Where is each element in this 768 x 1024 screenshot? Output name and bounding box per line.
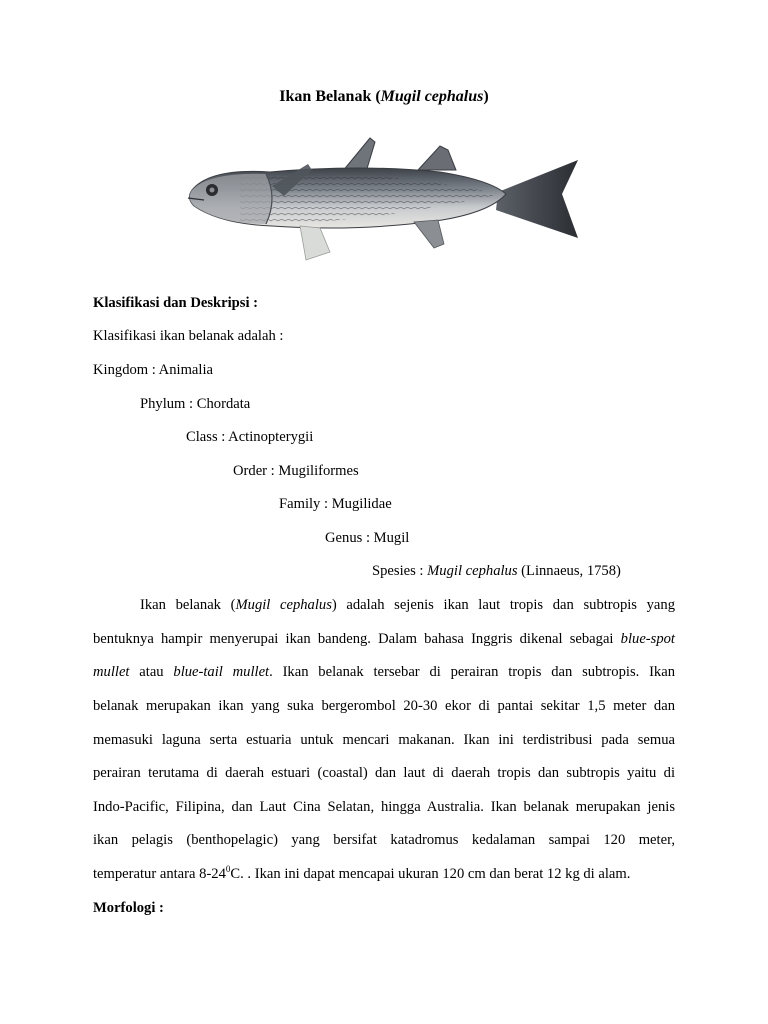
taxonomy-species: Spesies : Mugil cephalus (Linnaeus, 1758) (372, 563, 621, 579)
description-line-1: Ikan belanak (Mugil cephalus) adalah sejenis ikan laut tropis dan subtropis yang (140, 597, 676, 613)
fish-illustration (180, 128, 590, 268)
description-line-7: Indo-Pacific, Filipina, dan Laut Cina Selatan, hingga Australia. Ikan belanak merupakan jenis (93, 799, 675, 815)
description-line-9: temperatur antara $8-24^0C$. . Ikan ini dapat mencapai ukuran 120 cm dan berat 12 kg di alam. (93, 864, 631, 882)
description-line-4: belanak merupakan ikan yang suka bergerombol 20-30 ekor di pantai sekitar 1,5 meter dan (93, 698, 675, 714)
taxonomy-phylum: Phylum : Chordata (140, 396, 251, 412)
taxonomy-kingdom: Kingdom : Animalia (93, 362, 213, 378)
taxonomy-order: Order : Mugiliformes (233, 463, 359, 479)
title-species: Mugil cephalus (380, 88, 484, 105)
taxonomy-family: Family : Mugilidae (279, 496, 392, 512)
description-line-3: mullet atau blue-tail mullet. Ikan belanak tersebar di perairan tropis dan subtropis. Ikan (93, 664, 675, 680)
description-line-5: memasuki laguna serta estuaria untuk mencari makanan. Ikan ini terdistribusi pada semua (93, 732, 675, 748)
section-heading-morphology: Morfologi : (93, 900, 164, 916)
classification-intro: Klasifikasi ikan belanak adalah : (93, 328, 284, 344)
description-line-2: bentuknya hampir menyerupai ikan bandeng. Dalam bahasa Inggris dikenal sebagai blue-spot (93, 631, 675, 647)
taxonomy-genus: Genus : Mugil (325, 530, 410, 546)
description-line-6: perairan terutama di daerah estuari (coastal) dan laut di daerah tropis dan subtropis yaitu di (93, 765, 675, 781)
description-line-8: ikan pelagis (benthopelagic) yang bersifat katadromus kedalaman sampai 120 meter, (93, 832, 675, 848)
section-heading-classification: Klasifikasi dan Deskripsi : (93, 295, 259, 311)
page-title: Ikan Belanak (Mugil cephalus) (279, 88, 489, 105)
taxonomy-class: Class : Actinopterygii (186, 429, 314, 445)
